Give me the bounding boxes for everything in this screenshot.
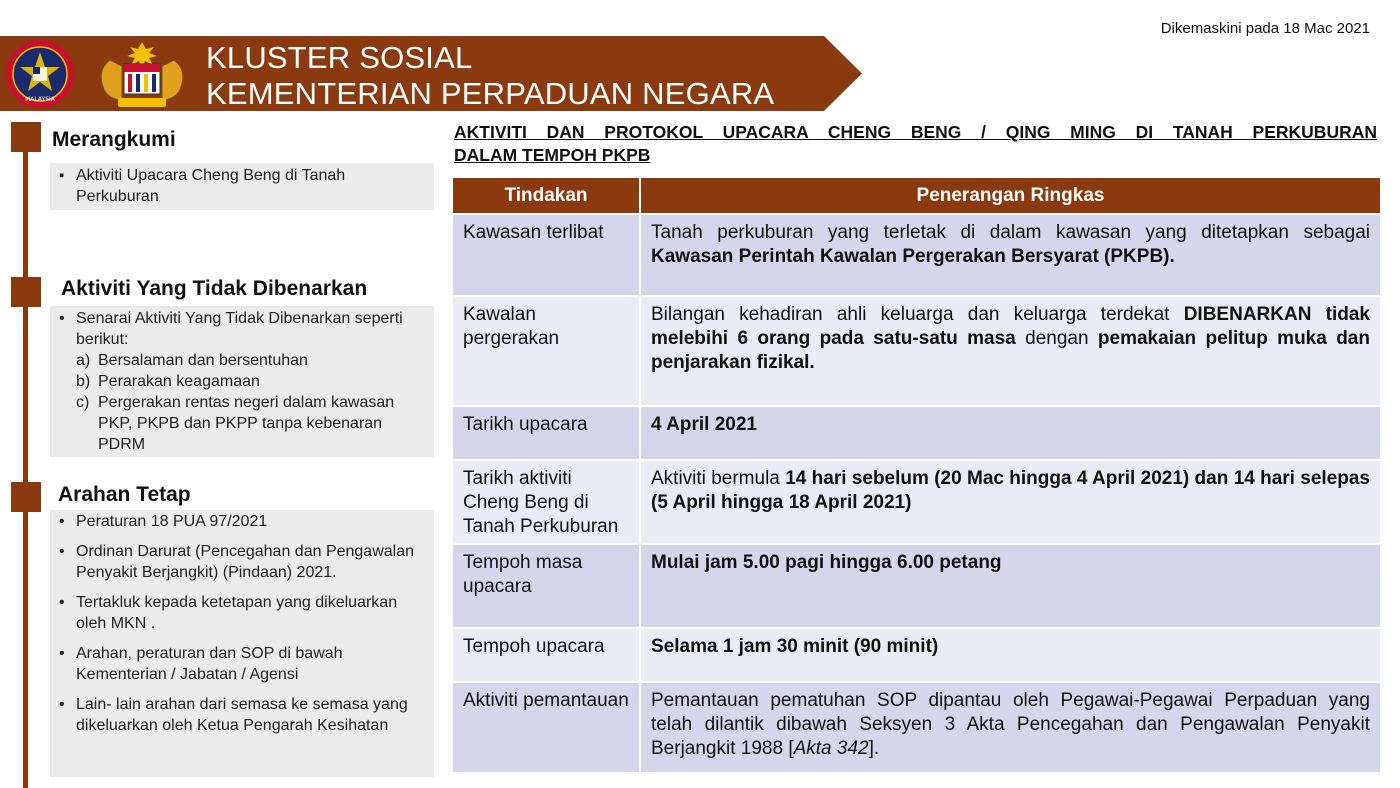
row-description-cell (640, 544, 1381, 628)
timeline-marker (11, 482, 41, 512)
timeline-line (23, 150, 28, 788)
header-banner (0, 36, 864, 111)
prohibited-item-letter: b) (76, 373, 91, 390)
description-segment: Kawasan Perintah Kawalan Pergerakan Bersyarat (PKPB). (651, 246, 1175, 267)
prohibited-panel (50, 306, 434, 457)
row-action-cell: Kawasan terlibat (453, 214, 640, 296)
row-description-cell (640, 406, 1381, 460)
description-segment: 14 hari sebelum (20 Mac hingga 4 April 2021) dan 14 hari selepas (5 April hingga 18 April 2021) (651, 468, 1370, 513)
description-segment: 4 April 2021 (651, 414, 757, 435)
row-action-cell: Tempoh masa upacara (453, 544, 640, 628)
prohibited-item-letter: c) (76, 394, 90, 411)
description-segment: Aktiviti bermula (651, 468, 786, 489)
directive-item: • Ordinan Darurat (Pencegahan dan Pengawalan Penyakit Berjangkit) (Pindaan) 2021. (56, 541, 428, 583)
malaysia-coat-of-arms-icon (92, 38, 192, 110)
row-description-cell (640, 214, 1381, 296)
summary-title: Merangkumi (52, 128, 176, 151)
row-description-cell (640, 682, 1381, 772)
column-header-action: Tindakan (453, 178, 640, 214)
row-action-cell: Tarikh upacara (453, 406, 640, 460)
header-title-line2: KEMENTERIAN PERPADUAN NEGARA (206, 76, 775, 111)
description-segment: Pemantauan pematuhan SOP dipantau oleh Pegawai-Pegawai Perpaduan yang telah dilantik dibawah Seksyen 3 Akta Pencegahan dan Pengawalan Penyakit Berjangkit 1988 [ (651, 690, 1370, 759)
prohibited-intro: • Senarai Aktiviti Yang Tidak Dibenarkan seperti berikut: (56, 308, 428, 350)
row-action-cell: Kawalan pergerakan (453, 296, 640, 406)
row-description-cell (640, 296, 1381, 406)
table-row (453, 406, 1381, 460)
description-segment: pemakaian pelitup muka dan penjarakan fizikal. (651, 328, 1370, 373)
column-header-description: Penerangan Ringkas (640, 178, 1381, 214)
table-row (453, 296, 1381, 406)
nsc-logo-icon (3, 39, 77, 109)
table-row (453, 214, 1381, 296)
row-description-cell (640, 460, 1381, 544)
description-segment: Tanah perkuburan yang terletak di dalam kawasan yang ditetapkan sebagai (651, 222, 1370, 243)
prohibited-item (56, 371, 428, 392)
directive-item: • Tertakluk kepada ketetapan yang dikeluarkan oleh MKN . (56, 592, 428, 634)
table-row (453, 682, 1381, 772)
protocol-table (453, 178, 1382, 772)
timeline-marker (11, 122, 41, 152)
description-segment: Mulai jam 5.00 pagi hingga 6.00 petang (651, 552, 1002, 573)
description-segment: dengan (1015, 328, 1098, 349)
directive-item: • Arahan, peraturan dan SOP di bawah Kementerian / Jabatan / Agensi (56, 643, 428, 685)
main-heading-line1: AKTIVITI DAN PROTOKOL UPACARA CHENG BENG / QING MING DI TANAH PERKUBURAN (454, 122, 1377, 142)
description-segment: DIBENARKAN tidak melebihi 6 orang pada satu-satu masa (651, 304, 1370, 349)
description-segment: Selama 1 jam 30 minit (90 minit) (651, 636, 939, 657)
prohibited-item (56, 392, 428, 455)
summary-panel (50, 163, 434, 210)
row-action-cell: Aktiviti pemantauan (453, 682, 640, 772)
table-row (453, 460, 1381, 544)
summary-item: ▪ Aktiviti Upacara Cheng Beng di Tanah Perkuburan (56, 165, 428, 207)
prohibited-item-letter: a) (76, 352, 91, 369)
description-segment: Akta 342 (793, 738, 869, 759)
timeline-marker (11, 277, 41, 307)
prohibited-item-text: Bersalaman dan bersentuhan (98, 352, 308, 369)
directive-item: • Peraturan 18 PUA 97/2021 (56, 511, 428, 532)
prohibited-title: Aktiviti Yang Tidak Dibenarkan (61, 277, 368, 300)
row-action-cell: Tempoh upacara (453, 628, 640, 682)
svg-text:MALAYSIA: MALAYSIA (25, 96, 55, 103)
prohibited-item-text: Perarakan keagamaan (98, 373, 260, 390)
prohibited-item (56, 350, 428, 371)
last-updated-text: Dikemaskini pada 18 Mac 2021 (1160, 20, 1370, 37)
prohibited-item-text: Pergerakan rentas negeri dalam kawasan PKP, PKPB dan PKPP tanpa kebenaran PDRM (98, 394, 395, 453)
directive-panel (50, 510, 434, 777)
header-title-line1: KLUSTER SOSIAL (206, 40, 473, 75)
description-segment: ]. (868, 738, 880, 759)
row-action-cell: Tarikh aktiviti Cheng Beng di Tanah Perkuburan (453, 460, 640, 544)
table-row (453, 628, 1381, 682)
main-heading-line2: DALAM TEMPOH PKPB (454, 145, 651, 165)
description-segment: Bilangan kehadiran ahli keluarga dan keluarga terdekat (651, 304, 1184, 325)
directive-title: Arahan Tetap (58, 483, 191, 506)
table-row (453, 544, 1381, 628)
main-heading (454, 121, 1377, 167)
directive-item: • Lain- lain arahan dari semasa ke semasa yang dikeluarkan oleh Ketua Pengarah Kesihatan (56, 694, 428, 736)
row-description-cell (640, 628, 1381, 682)
